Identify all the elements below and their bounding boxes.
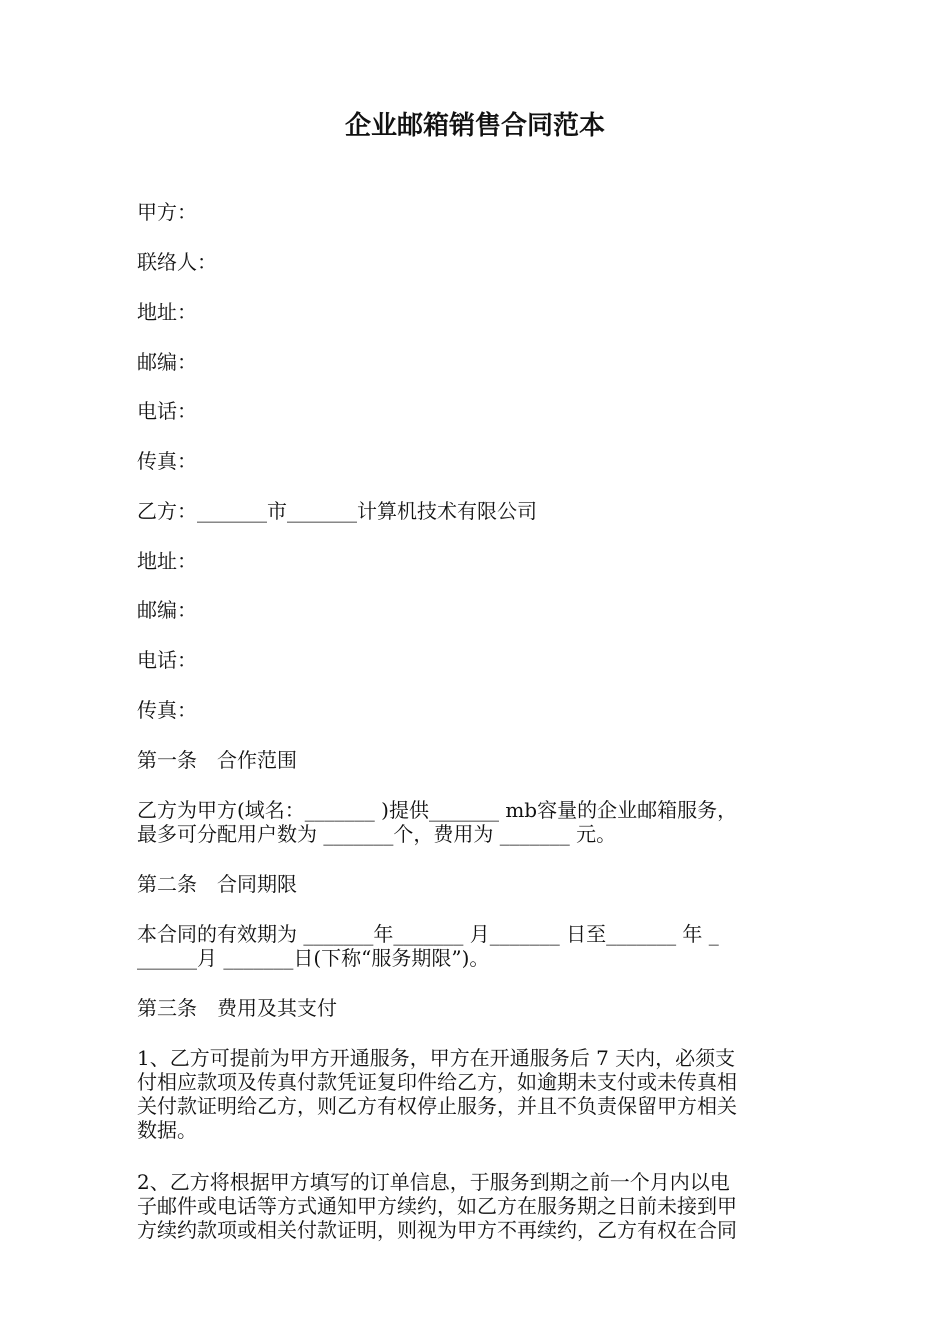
article-1-line: 最多可分配用户数为 _______个，费用为 _______ 元。 <box>137 822 617 846</box>
party-a-contact-label: 联络人： <box>137 250 217 274</box>
article-3-heading: 第三条 费用及其支付 <box>137 996 337 1020</box>
party-a-phone-label: 电话： <box>137 399 197 423</box>
article-1-heading: 第一条 合作范围 <box>137 748 297 772</box>
clause-line: 方续约款项或相关付款证明，则视为甲方不再续约，乙方有权在合同 <box>137 1218 737 1242</box>
party-b-address-label: 地址： <box>137 549 197 573</box>
clause-line: 数据。 <box>137 1118 197 1142</box>
clause-line: 1、乙方可提前为甲方开通服务，甲方在开通服务后 7 天内，必须支 <box>137 1046 736 1070</box>
article-1-line: 乙方为甲方(域名：_______ )提供_______ mb容量的企业邮箱服务， <box>137 798 738 822</box>
clause-line: 付相应款项及传真付款凭证复印件给乙方，如逾期未支付或未传真相 <box>137 1070 737 1094</box>
clause-line: 子邮件或电话等方式通知甲方续约，如乙方在服务期之日前未接到甲 <box>137 1194 737 1218</box>
article-2-line: ______月 _______日(下称“服务期限”)。 <box>137 946 490 970</box>
party-b-fax-label: 传真： <box>137 698 197 722</box>
party-a-fax-label: 传真： <box>137 449 197 473</box>
clause-line: 关付款证明给乙方，则乙方有权停止服务，并且不负责保留甲方相关 <box>137 1094 737 1118</box>
article-2-line: 本合同的有效期为 _______年_______ 月_______ 日至_______ 年 _ <box>137 922 719 946</box>
article-1-body <box>137 798 817 846</box>
article-3-clause-2 <box>137 1170 817 1242</box>
clause-line: 2、乙方将根据甲方填写的订单信息，于服务到期之前一个月内以电 <box>137 1170 730 1194</box>
article-2-body <box>137 922 817 970</box>
article-3-clause-1 <box>137 1046 817 1142</box>
document-title: 企业邮箱销售合同范本 <box>344 111 605 141</box>
party-b-phone-label: 电话： <box>137 648 197 672</box>
party-a-postcode-label: 邮编： <box>137 350 197 374</box>
party-a-label: 甲方： <box>137 200 197 224</box>
party-a-address-label: 地址： <box>137 300 197 324</box>
party-b-label: 乙方：_______市_______计算机技术有限公司 <box>137 499 537 523</box>
party-b-postcode-label: 邮编： <box>137 598 197 622</box>
article-2-heading: 第二条 合同期限 <box>137 872 297 896</box>
